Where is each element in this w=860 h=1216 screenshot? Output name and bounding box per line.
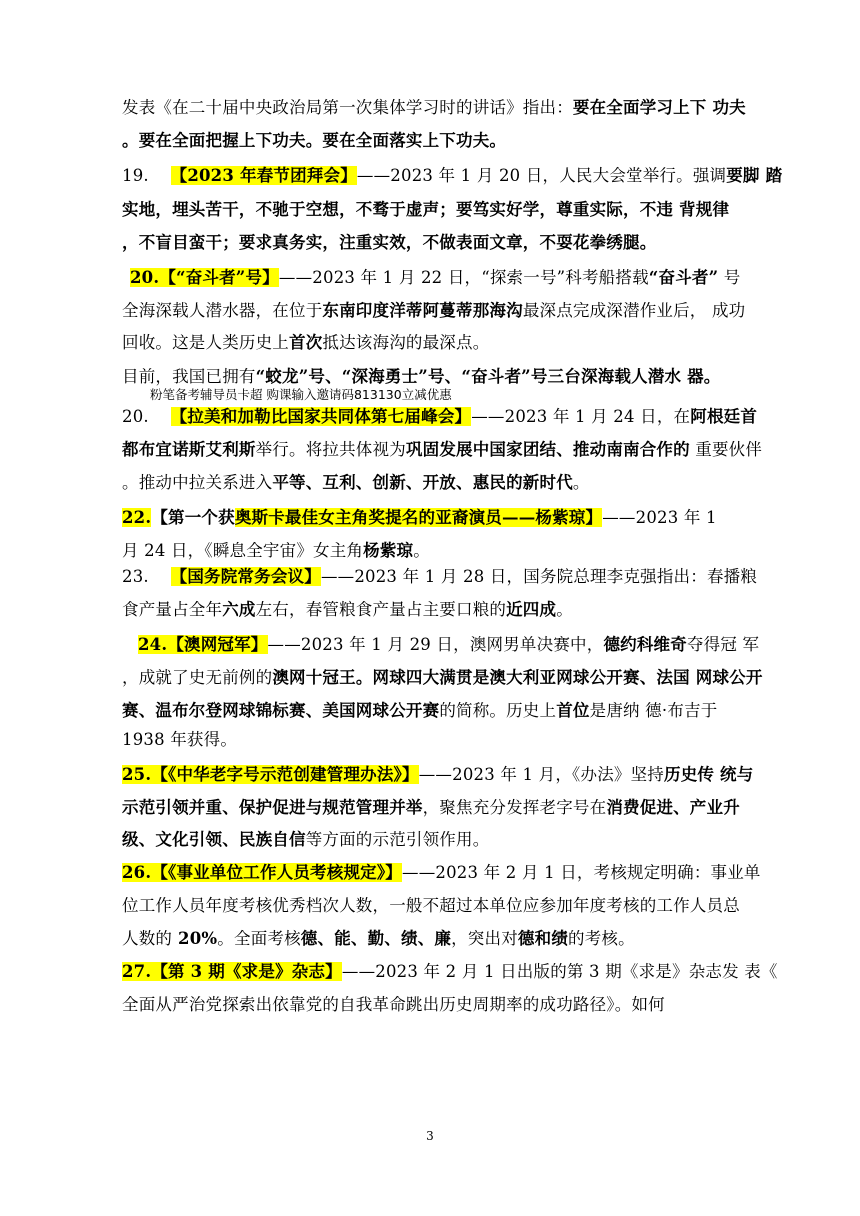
text-line: 1938 年获得。 — [122, 730, 238, 749]
bold-run: 20% — [172, 929, 218, 948]
text-run: ——2023 年 1 月 20 日，人民大会堂举行。强调 — [356, 166, 727, 185]
item-title: 【拉美和加勒比国家共同体第七届峰会】 — [170, 407, 472, 426]
text-run: 的简称。历史上 — [439, 701, 557, 720]
text-line: 。要在全面把握上下功夫。要在全面落实上下功夫。 — [122, 131, 507, 150]
bold-run: 示范引领并重、保护促进与规范管理并举 — [122, 798, 423, 817]
item-number: 19. — [122, 166, 149, 185]
item-number: 20. — [130, 268, 160, 287]
text-line — [122, 331, 772, 355]
text-run: 抵达该海沟的最深点。 — [322, 333, 490, 352]
text-run: 的考核。 — [568, 929, 635, 948]
text-run: ——2023 年 2 月 1 日，考核规定明确：事业单 — [402, 863, 761, 882]
text-line — [122, 471, 772, 495]
text-run: ——2023 年 1 月 24 日，在 — [471, 407, 691, 426]
item-number: 27. — [122, 962, 152, 981]
text-line — [122, 927, 772, 951]
item-number: 24. — [138, 635, 168, 654]
promo-watermark-text: 粉笔备考辅导员卡超 购课输入邀请码813130立减优惠 — [150, 387, 452, 402]
text-run: ——2023 年 1 月，《办法》坚持 — [418, 765, 664, 784]
item-number: 22. — [122, 508, 152, 527]
bold-run: “奋斗者” — [648, 268, 719, 287]
text-run: ，突出对 — [451, 929, 518, 948]
list-item-23 — [122, 565, 772, 589]
text-line — [122, 796, 772, 820]
text-line — [122, 299, 772, 323]
text-line — [122, 365, 772, 389]
text-line — [122, 828, 772, 852]
bold-run: 要在全面学习上下 功夫 — [572, 98, 746, 117]
text-run: 食产量占全年 — [122, 600, 223, 619]
text-line — [122, 96, 772, 120]
list-item-20 — [130, 266, 780, 290]
text-line — [122, 699, 772, 723]
text-run: ——2023 年 1 月 29 日，澳网男单决赛中， — [267, 635, 604, 654]
bold-run: 德、能、勤、绩、廉 — [300, 929, 452, 948]
list-item-20b — [122, 405, 772, 429]
text-run: 。 — [572, 473, 590, 492]
text-line: ，不盲目蛮干；要求真务实，注重实效，不做表面文章，不耍花拳绣腿。 — [122, 233, 657, 252]
bold-run: 历史传 统与 — [664, 765, 754, 784]
text-line: 位工作人员年度考核优秀档次人数，一般不超过本单位应参加年度考核的工作人员总 — [122, 896, 740, 915]
bold-run: 德和绩 — [517, 929, 569, 948]
text-line: 实地，埋头苦干，不驰于空想，不骛于虚声；要笃实好学，尊重实际，不违 背规律 — [122, 200, 730, 219]
bold-run: 德约科维奇 — [603, 635, 687, 654]
text-run: ，聚焦充分发挥老字号在 — [422, 798, 607, 817]
text-run: 等方面的示范引领作用。 — [305, 830, 490, 849]
bold-run: 杨紫琼 — [363, 541, 414, 560]
item-title: 【第 3 期《求是》杂志】 — [151, 962, 342, 981]
item-number: 23. — [122, 567, 149, 586]
item-title: 【《事业单位工作人员考核规定》】 — [151, 863, 403, 882]
text-run: 左右，春管粮食产量占主要口粮的 — [255, 600, 507, 619]
text-run: 目前，我国已拥有 — [122, 367, 256, 386]
bold-run: 首次 — [289, 333, 323, 352]
list-item-19 — [122, 164, 783, 188]
text-run: 回收。这是人类历史上 — [122, 333, 289, 352]
list-item-24 — [138, 633, 788, 657]
item-title: 【《中华老字号示范创建管理办法》】 — [151, 765, 419, 784]
bold-run: 。网球四大满贯是澳大利亚网球公开赛、法国 网球公开 — [355, 668, 763, 687]
text-line — [122, 438, 772, 462]
bold-run: 东南印度洋蒂阿蔓蒂那海沟 — [322, 301, 523, 320]
bold-run: 赛、温布尔登网球锦标赛、美国网球公开赛 — [122, 701, 440, 720]
text-run: 人数的 — [122, 929, 173, 948]
bold-run: 巩固发展中国家团结、推动南南合作的 — [405, 440, 690, 459]
text-run: 发表《在二十届中央政治局第一次集体学习时的讲话》指出： — [122, 98, 573, 117]
bold-run: 阿根廷首 — [690, 407, 758, 426]
text-run: 。 — [556, 600, 573, 619]
text-run: 号 — [718, 268, 741, 287]
text-run: ——2023 年 1 月 28 日，国务院总理李克强指出：春播粮 — [320, 567, 758, 586]
list-item-26 — [122, 861, 772, 885]
bold-run: 首位 — [556, 701, 590, 720]
text-run: 是唐纳 德·布吉于 — [589, 701, 718, 720]
item-title: 【“奋斗者”号】 — [159, 268, 279, 287]
text-line — [122, 539, 772, 563]
text-line — [122, 666, 772, 690]
text-run: 。推动中拉关系进入 — [122, 473, 273, 492]
text-run: 。全面考核 — [217, 929, 301, 948]
text-run: 夺得冠 军 — [686, 635, 760, 654]
bold-run: 近四成 — [506, 600, 557, 619]
item-title: 【2023 年春节团拜会】 — [170, 166, 357, 185]
bold-run: 平等、互利、创新、开放、惠民的新时代 — [272, 473, 573, 492]
text-line — [122, 598, 772, 622]
item-number: 25. — [122, 765, 152, 784]
text-run: ——2023 年 1 — [602, 508, 717, 527]
item-title: 【澳网冠军】 — [167, 635, 268, 654]
text-run: 月 24 日，《瞬息全宇宙》女主角 — [122, 541, 364, 560]
text-run: ，成就了史无前例的 — [122, 668, 273, 687]
list-item-27 — [122, 960, 778, 984]
bold-run: 六成 — [222, 600, 256, 619]
item-title: 【国务院常务会议】 — [170, 567, 321, 586]
text-run: 重要伙伴 — [689, 440, 763, 459]
list-item-25 — [122, 763, 772, 787]
bold-run: “蛟龙”号、“深海勇士”号、“奋斗者”号三台深海载人潜水 器。 — [255, 367, 721, 386]
text-run: 举行。将拉共体视为 — [255, 440, 406, 459]
bold-run: 级、文化引领、民族自信 — [122, 830, 306, 849]
item-title-highlight: 奥斯卡最佳女主角奖提名的亚裔演员——杨紫琼】 — [234, 508, 603, 527]
item-number: 20. — [122, 407, 149, 426]
text-run: ——2023 年 2 月 1 日出版的第 3 期《求是》杂志发 表《 — [341, 962, 778, 981]
bold-run: 要脚 踏 — [726, 166, 783, 185]
text-run: 最深点完成深潜作业后， 成功 — [522, 301, 746, 320]
item-number: 26. — [122, 863, 152, 882]
bold-run: 都布宜诺斯艾利斯 — [122, 440, 256, 459]
text-run: 全海深载人潜水器，在位于 — [122, 301, 323, 320]
list-item-22 — [122, 506, 772, 530]
page-number: 3 — [426, 1129, 434, 1143]
text-run: ——2023 年 1 月 22 日，“探索一号”科考船搭载 — [278, 268, 649, 287]
text-run: 。 — [413, 541, 430, 560]
item-title: 【第一个获 — [151, 508, 235, 527]
bold-run: 澳网十冠王 — [272, 668, 356, 687]
text-line: 全面从严治党探索出依靠党的自我革命跳出历史周期率的成功路径》。如何 — [122, 995, 665, 1014]
bold-run: 消费促进、产业升 — [606, 798, 740, 817]
